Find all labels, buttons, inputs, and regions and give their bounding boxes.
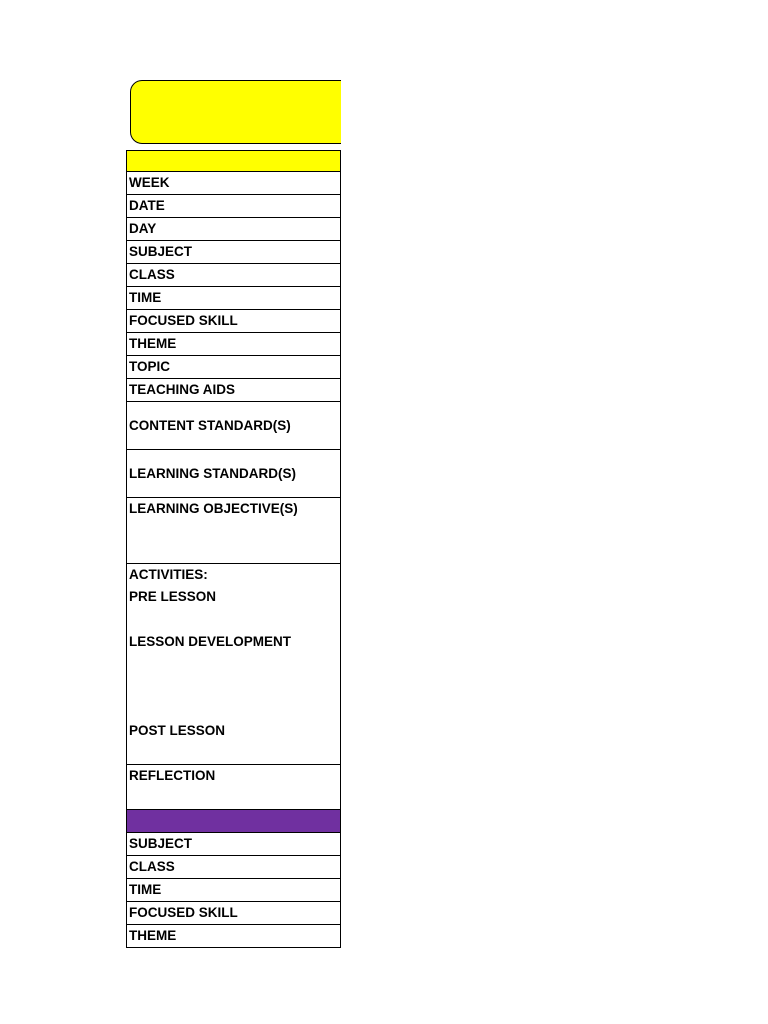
table-row (127, 264, 341, 287)
label-theme: THEME (127, 333, 341, 356)
table-row (127, 498, 341, 564)
label-post-lesson: POST LESSON (129, 723, 226, 738)
table-row (127, 218, 341, 241)
label-focused-skill: FOCUSED SKILL (127, 310, 341, 333)
section-band-cell (127, 810, 341, 833)
label-activities: ACTIVITIES: (129, 567, 208, 582)
section-band-purple (127, 810, 341, 833)
table-row (127, 925, 341, 948)
label-teaching-aids: TEACHING AIDS (127, 379, 341, 402)
table-row (127, 287, 341, 310)
label-theme-2: THEME (127, 925, 341, 948)
label-class: CLASS (127, 264, 341, 287)
label-lesson-development: LESSON DEVELOPMENT (129, 634, 292, 649)
lesson-plan-table (126, 150, 341, 948)
table-row (127, 879, 341, 902)
table-row (127, 333, 341, 356)
header-band-cell (127, 151, 341, 172)
label-topic: TOPIC (127, 356, 341, 379)
label-focused-skill-2: FOCUSED SKILL (127, 902, 341, 925)
label-day: DAY (127, 218, 341, 241)
table-row (127, 856, 341, 879)
table-row (127, 195, 341, 218)
table-row (127, 379, 341, 402)
label-subject-2: SUBJECT (127, 833, 341, 856)
activities-cell (127, 564, 341, 765)
table-row (127, 833, 341, 856)
table-row (127, 356, 341, 379)
activities-row (127, 564, 341, 765)
label-reflection: REFLECTION (127, 765, 341, 810)
title-banner (130, 80, 360, 144)
table-row (127, 765, 341, 810)
label-subject: SUBJECT (127, 241, 341, 264)
table-row (127, 450, 341, 498)
table-row (127, 172, 341, 195)
label-time-2: TIME (127, 879, 341, 902)
label-date: DATE (127, 195, 341, 218)
page-crop-area (341, 0, 768, 1024)
label-class-2: CLASS (127, 856, 341, 879)
label-pre-lesson: PRE LESSON (129, 589, 217, 604)
table-row (127, 241, 341, 264)
label-learning-objective: LEARNING OBJECTIVE(S) (127, 498, 341, 564)
header-band-yellow (127, 151, 341, 172)
label-week: WEEK (127, 172, 341, 195)
table-row (127, 902, 341, 925)
label-learning-standard: LEARNING STANDARD(S) (127, 450, 341, 498)
table-row (127, 310, 341, 333)
label-time: TIME (127, 287, 341, 310)
label-content-standard: CONTENT STANDARD(S) (127, 402, 341, 450)
table-row (127, 402, 341, 450)
